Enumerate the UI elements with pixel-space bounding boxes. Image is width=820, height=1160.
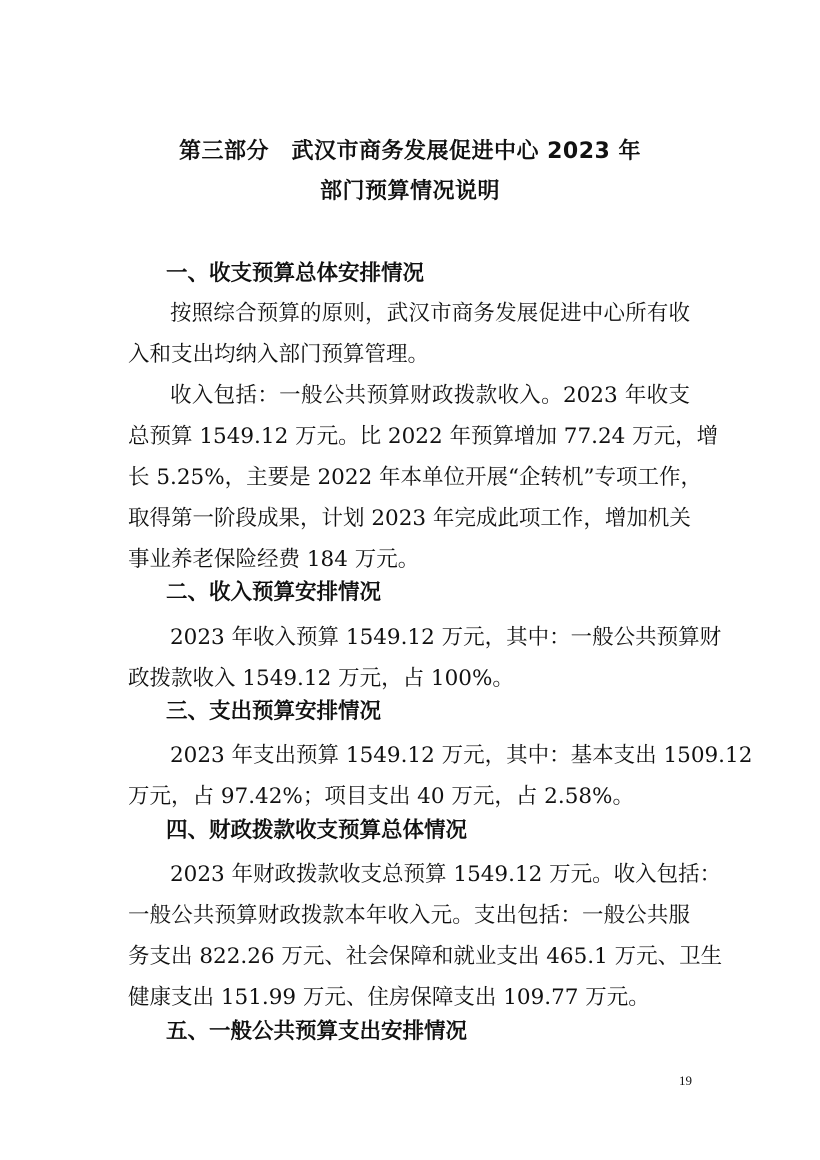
paragraph-line: 事业养老保险经费 184 万元。 (128, 547, 420, 572)
page-subtitle: 部门预算情况说明 (319, 179, 500, 204)
page-title: 第三部分 武汉市商务发展促进中心 2023 年 (178, 139, 642, 164)
page-number: 19 (679, 1073, 692, 1088)
paragraph-line: 总预算 1549.12 万元。比 2022 年预算增加 77.24 万元，增 (128, 424, 719, 449)
paragraph-line: 长 5.25%，主要是 2022 年本单位开展“企转机”专项工作， (128, 465, 703, 490)
section-heading: 五、一般公共预算支出安排情况 (166, 1019, 468, 1044)
paragraph-line: 2023 年财政拨款收支总预算 1549.12 万元。收入包括： (170, 862, 722, 887)
paragraph-line: 收入包括：一般公共预算财政拨款收入。2023 年收支 (170, 383, 690, 408)
paragraph-line: 万元，占 97.42%；项目支出 40 万元，占 2.58%。 (128, 784, 634, 809)
paragraph-line: 按照综合预算的原则，武汉市商务发展促进中心所有收 (170, 301, 690, 326)
paragraph-line: 2023 年收入预算 1549.12 万元，其中：一般公共预算财 (170, 625, 722, 650)
paragraph-line: 政拨款收入 1549.12 万元，占 100%。 (128, 666, 514, 691)
paragraph-line: 务支出 822.26 万元、社会保障和就业支出 465.1 万元、卫生 (128, 944, 723, 969)
paragraph-line: 一般公共预算财政拨款本年收入元。支出包括：一般公共服 (128, 903, 690, 928)
section-heading: 三、支出预算安排情况 (166, 699, 382, 724)
section-heading: 一、收支预算总体安排情况 (166, 261, 425, 286)
paragraph-line: 取得第一阶段成果，计划 2023 年完成此项工作，增加机关 (128, 506, 691, 531)
section-heading: 四、财政拨款收支预算总体情况 (166, 818, 468, 843)
section-heading: 二、收入预算安排情况 (166, 580, 382, 605)
paragraph-line: 健康支出 151.99 万元、住房保障支出 109.77 万元。 (128, 985, 650, 1010)
paragraph-line: 2023 年支出预算 1549.12 万元，其中：基本支出 1509.12 (170, 743, 753, 768)
paragraph-line: 入和支出均纳入部门预算管理。 (128, 342, 430, 367)
